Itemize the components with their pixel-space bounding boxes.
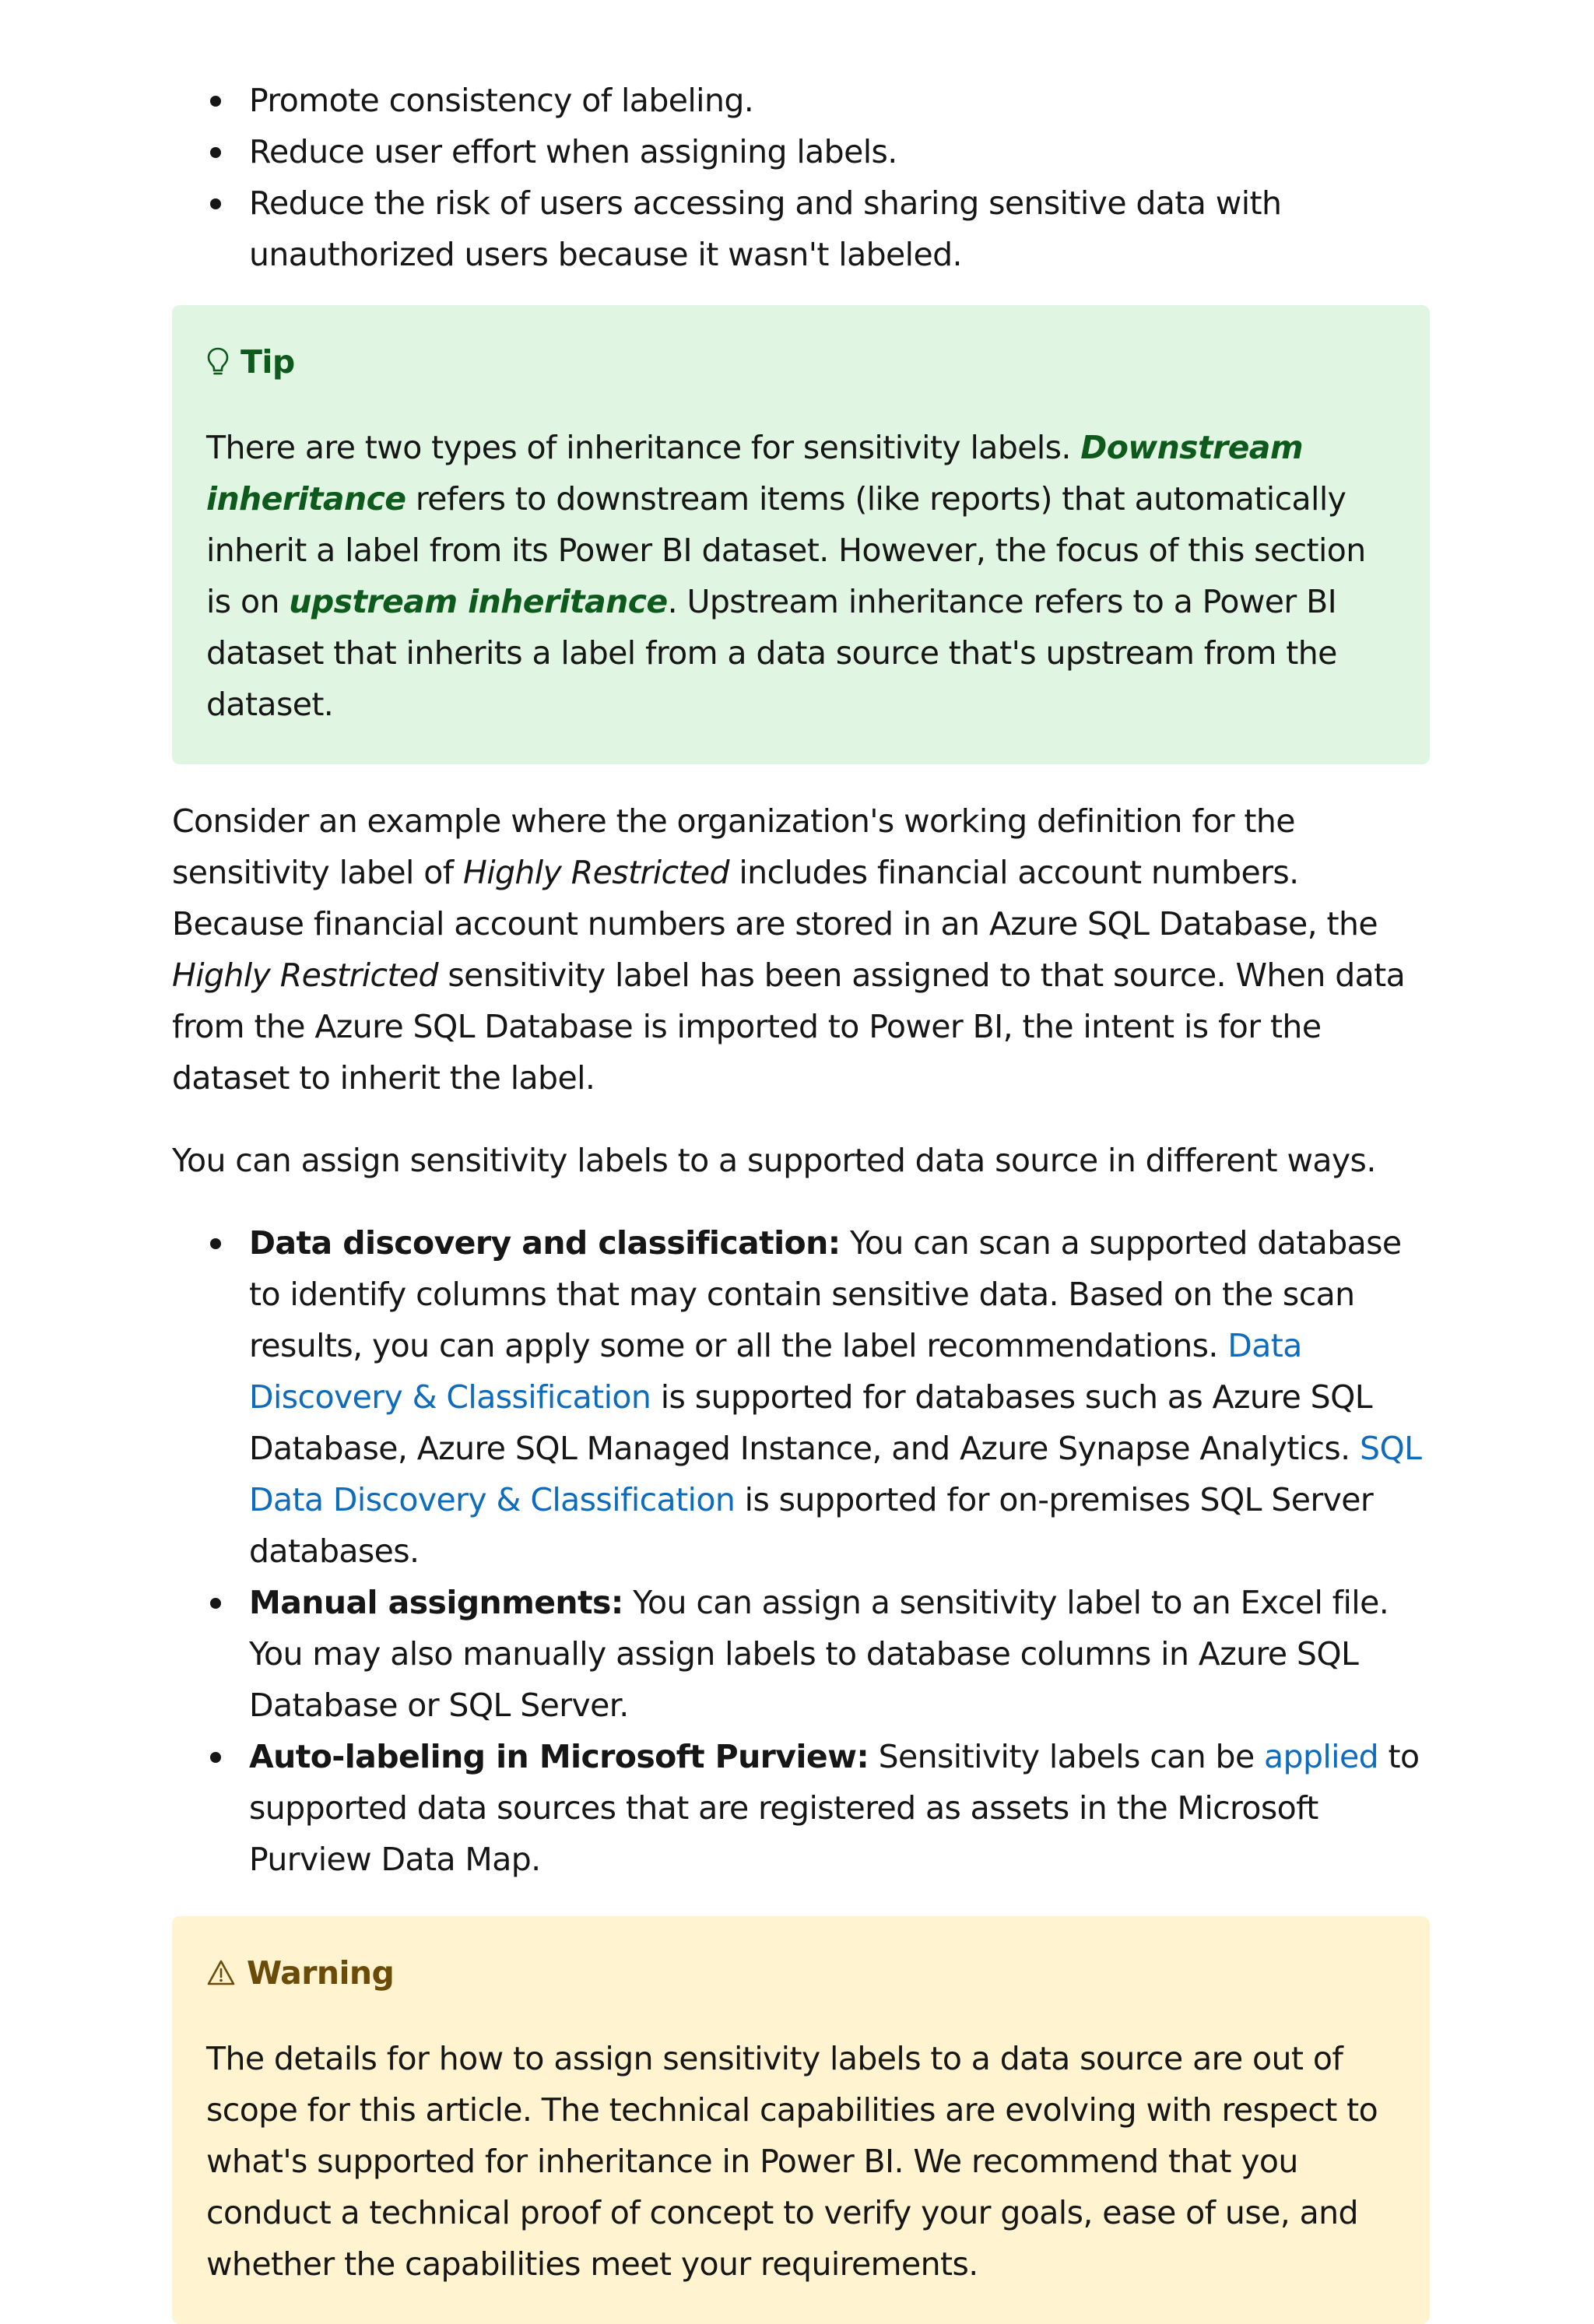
list-item [249,1217,1430,1577]
tip-title-text: Tip [241,343,295,381]
list-item: Promote consistency of labeling. [249,75,1430,126]
list-item: Reduce user effort when assigning labels. [249,126,1430,177]
method-label: Data discovery and classification: [249,1224,841,1262]
example-italic-1: Highly Restricted [462,854,729,891]
list-item [249,1577,1430,1731]
method-label: Manual assignments: [249,1584,623,1621]
assign-intro-paragraph: You can assign sensitivity labels to a supported data source in different ways. [172,1142,1376,1179]
example-text-1: Consider an example where the organization's working definition for the sensitivity label of [172,802,1295,891]
method-text: is supported for databases such as Azure SQL Database, Azure SQL Managed Instance, and Azure Synapse Analytics. [249,1378,1373,1467]
warning-title [206,1947,1396,1999]
method-text: is supported for on-premises SQL Server databases. [249,1481,1374,1570]
tip-callout [172,305,1430,764]
tip-emphasis-upstream: upstream inheritance [289,583,668,620]
data-discovery-link[interactable]: Data Discovery & Classification [249,1327,1302,1416]
sql-data-discovery-link[interactable]: SQL Data Discovery & Classification [249,1430,1422,1518]
example-paragraph [172,795,1430,1104]
tip-title [206,336,1396,388]
example-text-2: includes financial account numbers. Because financial account numbers are stored in an Azure SQL Database, the [172,854,1378,943]
warning-body: The details for how to assign sensitivity labels to a data source are out of scope for this article. The technical capabilities are evolving with respect to what's supported for inheritance in Power BI. We recommend that you conduct a technical proof of concept to verify your goals, ease of use, and whether the capabilities meet your requirements. [206,2040,1378,2283]
method-text: to supported data sources that are registered as assets in the Microsoft Purview Data Map. [249,1738,1420,1878]
tip-emphasis-downstream: Downstream inheritance [206,429,1303,518]
method-text: You can assign a sensitivity label to an Excel file. You may also manually assign labels to database columns in Azure SQL Database or SQL Server. [249,1584,1389,1724]
warning-callout [172,1916,1430,2324]
benefits-list [172,75,1430,280]
article-content [172,75,1430,2324]
assignment-methods-list [172,1217,1430,1885]
tip-text-2: refers to downstream items (like reports) that automatically inherit a label from its Power BI dataset. However, the focus of this section is on [206,480,1366,620]
lightbulb-icon [206,346,230,377]
method-text: You can scan a supported database to identify columns that may contain sensitive data. Based on the scan results, you can apply some or all the label recommendations. [249,1224,1402,1364]
example-text-3: sensitivity label has been assigned to that source. When data from the Azure SQL Database is imported to Power BI, the intent is for the dataset to inherit the label. [172,957,1406,1097]
tip-text-3: . Upstream inheritance refers to a Power BI dataset that inherits a label from a data source that's upstream from the dataset. [206,583,1337,723]
applied-link[interactable]: applied [1264,1738,1379,1775]
tip-text-1: There are two types of inheritance for sensitivity labels. [206,429,1071,466]
warning-title-text: Warning [247,1954,395,1992]
list-item [249,1731,1430,1885]
method-label: Auto-labeling in Microsoft Purview: [249,1738,869,1775]
method-text: Sensitivity labels can be [878,1738,1255,1775]
example-italic-2: Highly Restricted [172,957,438,994]
warning-triangle-icon [206,1958,236,1988]
list-item: Reduce the risk of users accessing and sharing sensitive data with unauthorized users because it wasn't labeled. [249,177,1430,280]
tip-body [206,422,1396,730]
